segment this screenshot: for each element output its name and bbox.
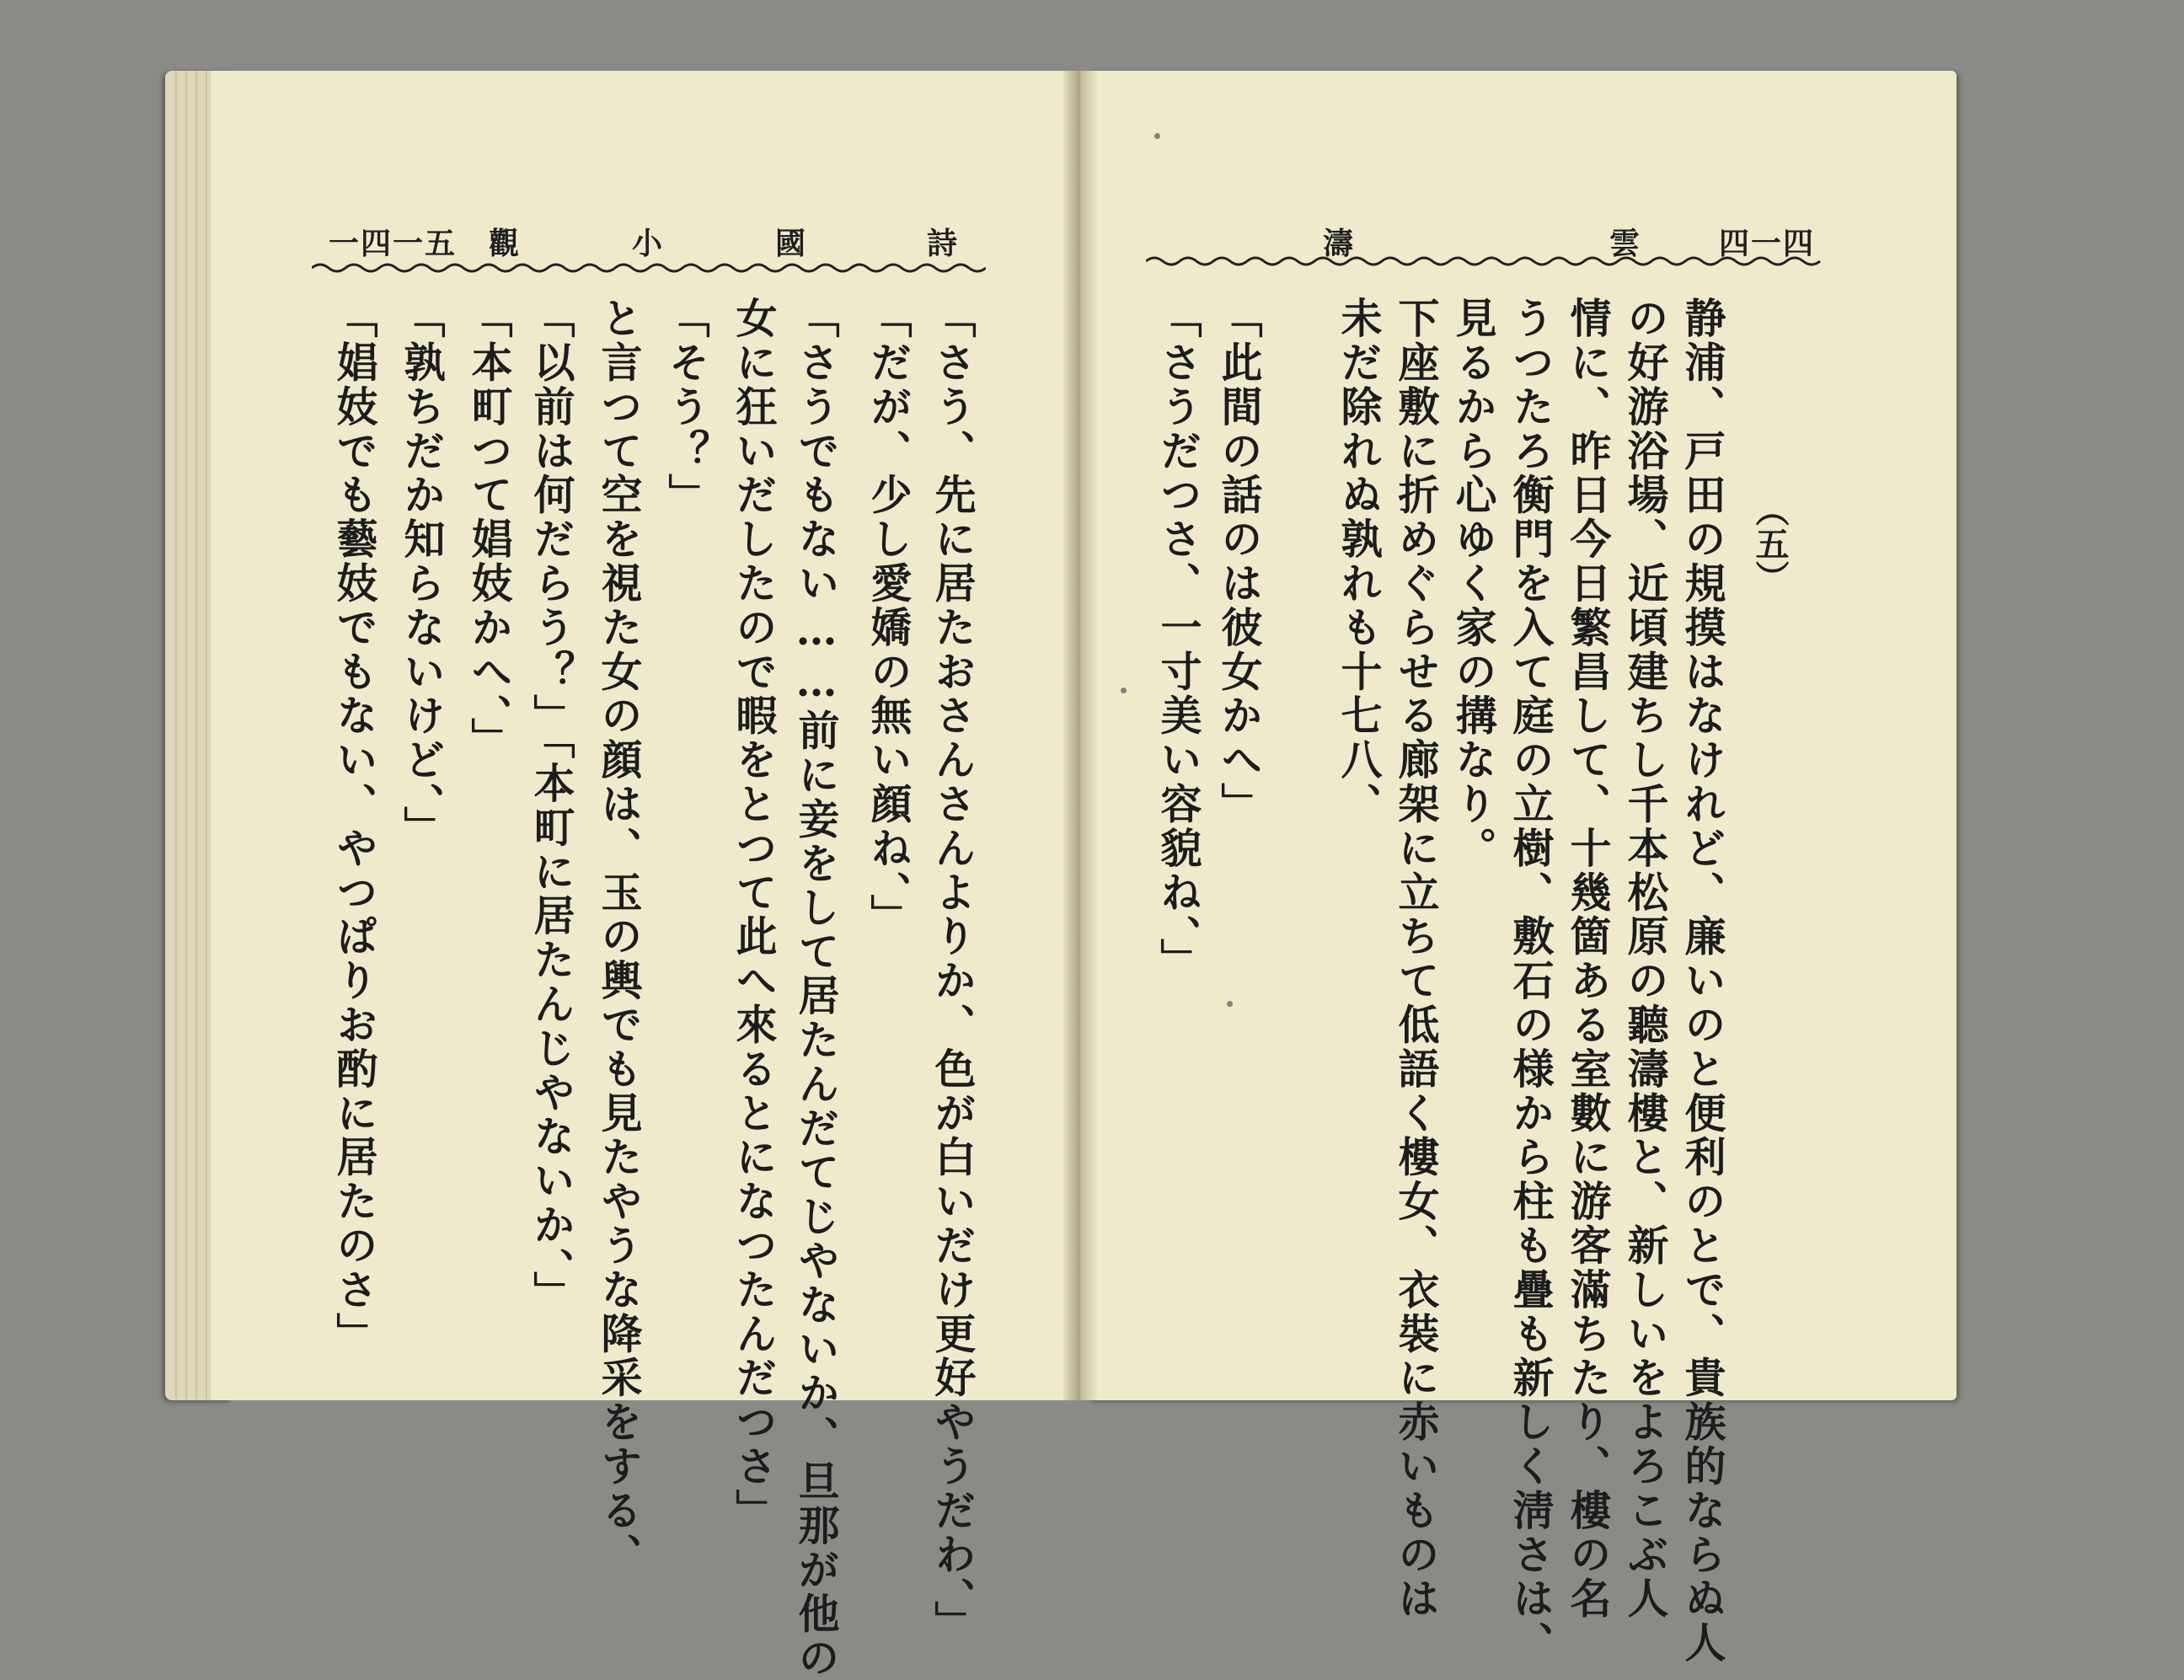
- text-column: 下座敷に折めぐらせる廊架に立ちて低語く樓女、衣裝に赤いものは: [1392, 297, 1441, 1621]
- text-column: 「だが、少し愛嬌の無い顔ね、」: [864, 297, 913, 939]
- text-column: 「孰ちだか知らないけど、」: [398, 297, 447, 850]
- section-mark: （五）: [1750, 493, 1790, 594]
- section-char: 雲: [1609, 225, 1642, 261]
- text-column: 「さう、先に居たおさんさんよりか、色が白いだけ更好やうだわ、」: [929, 297, 977, 1645]
- text-column: の好游浴場、近頃建ちし千本松原の聽濤樓と、新しいをよろこぶ人: [1621, 297, 1670, 1621]
- left-page-number: 一四一五: [329, 225, 458, 261]
- text-column: 見るから心ゆく家の搆なり。: [1449, 297, 1498, 871]
- paper-speck: [1154, 133, 1160, 139]
- text-column: うつたろ衡門を入て庭の立樹、敷石の様から柱も疊も新しく淸さは、: [1507, 297, 1555, 1666]
- paper-speck: [1121, 688, 1127, 693]
- book-title-char: 詩: [927, 225, 960, 261]
- book-title-char: 國: [775, 225, 808, 261]
- text-column: 「娼妓でも藝妓でもない、やつぱりお酌に居たのさ」: [330, 297, 379, 1356]
- text-column: 情に、昨日今日繁昌して、十幾箇ある室數に游客滿ちたり、樓の名: [1564, 297, 1613, 1621]
- text-column: 「さうだつさ、一寸美い容貌ね、」: [1154, 297, 1203, 982]
- text-column: 「本町つて娼妓かへ、」: [465, 297, 514, 762]
- text-column: 静浦、戸田の規摸はなけれど、廉いのと便利のとで、貴族的ならぬ人: [1678, 297, 1727, 1666]
- text-column: と言つて空を視た女の顔は、玉の輿でも見たやうな降采をする、: [595, 297, 644, 1577]
- text-column: 女に狂いだしたので暇をとつて此へ來るとになつたんだつさ」: [730, 297, 779, 1533]
- book-title-char: 小: [632, 225, 665, 261]
- right-page-number: 四一四: [1719, 225, 1816, 261]
- text-column: 「此間の話のは彼女かへ」: [1215, 297, 1264, 827]
- text-column: 「そう？」: [662, 297, 711, 517]
- text-column: 未だ除れぬ孰れも十七八、: [1335, 297, 1384, 827]
- text-column: 「以前は何だらう？」「本町に居たんじやないか、」: [527, 297, 576, 1315]
- text-column: 「さうでもない……前に妾をして居たんだてじやないか、旦那が他の: [792, 297, 841, 1680]
- section-char: 濤: [1323, 225, 1356, 261]
- paper-speck: [1227, 1001, 1233, 1007]
- book-title-char: 觀: [489, 225, 522, 261]
- book-gutter: [1063, 71, 1097, 1400]
- left-header-rule: [312, 258, 986, 276]
- right-header-rule: [1146, 251, 1828, 270]
